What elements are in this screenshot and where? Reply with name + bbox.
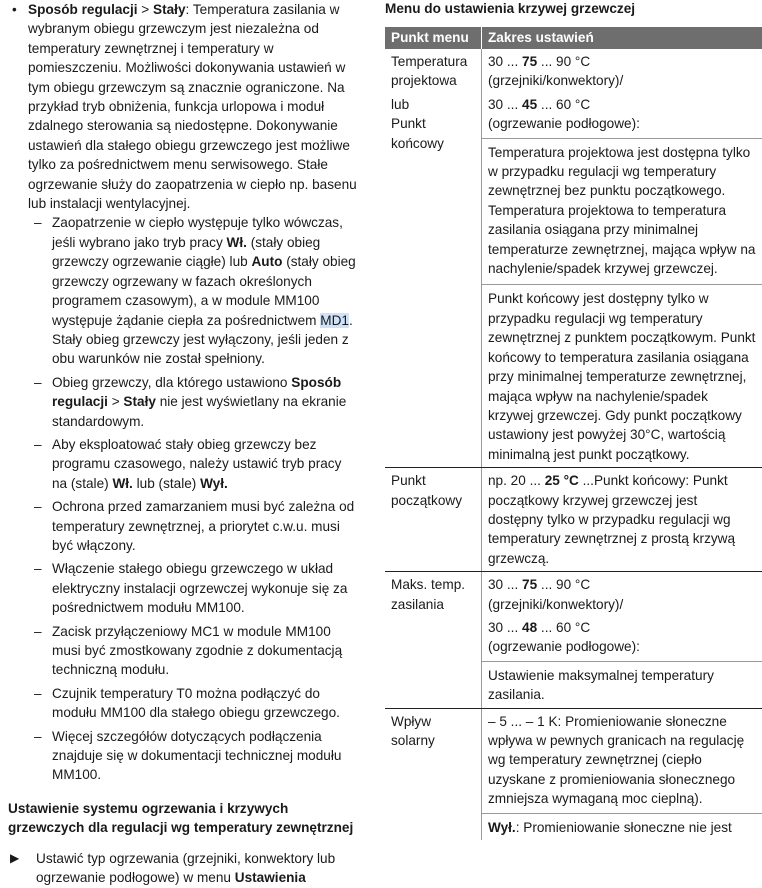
table-row: [385, 468, 762, 572]
table-header-row: [385, 27, 762, 49]
right-column: [385, 0, 762, 840]
arrow-right-icon: ▶: [10, 849, 19, 868]
table-row: [385, 49, 762, 468]
setting-range-cell: 30 ... 75 ... 90 °C (grzejniki/konwektory)/ 30 ... 45 ... 60 °C (ogrzewanie podłogowe): Temperatura projektowa jest dostępna tylko w przypadku regulacji wg temperatury zewnętrznej bez punktu początkowego. Temperatura projektowa to temperatura zasilania osiągana przy minimalnej temperaturze zewnętrznej, mająca wpływ na nachylenie/spadek krzywej grzewczej. Punkt końcowy jest dostępny tylko w przypadku regulacji wg temperatury zewnętrznej z punktem początkowym. Punkt końcowy to temperatura zasilania osiągana przy minimalnej temperaturze zewnętrznej, mająca wpływ na nachylenie/spadek krzywej grzewczej. Gdy punkt początkowy ustawiony jest powyżej 30°C, wartością minimalną jest punkt początkowy.: [482, 49, 762, 468]
sub-item-terminal-mc1: – Zacisk przyłączeniowy MC1 w module MM100 musi być zmostkowany zgodnie z dokumentacją techniczną modułu.: [8, 622, 358, 680]
sub-item-sensor-t0: – Czujnik temperatury T0 można podłączyć do modułu MM100 dla stałego obiegu grzewczego.: [8, 684, 358, 723]
term-regulation-mode: Sposób regulacji: [28, 2, 138, 17]
sub-item-not-displayed: – Obieg grzewczy, dla którego ustawiono Sposób regulacji > Stały nie jest wyświetlany na ekranie standardowym.: [8, 373, 358, 431]
highlighted-term-md1: MD1: [320, 313, 349, 328]
sub-item-heat-supply: [8, 213, 358, 329]
intro-paragraph: [28, 0, 358, 213]
menu-item-cell: Wpływ solarny: [385, 708, 482, 840]
heating-curve-table: [385, 27, 762, 840]
sub-item-more-details: – Więcej szczegółów dotyczących podłączenia znajduje się w dokumentacji technicznej modułu MM100.: [8, 727, 358, 785]
sub-item-operating-mode: – Aby eksploatować stały obieg grzewczy bez programu czasowego, należy ustawić tryb pracy na (stale) Wł. lub (stale) Wył.: [8, 435, 358, 493]
bullet-dot: •: [12, 0, 17, 19]
bullet-item-fixed-regulation: [8, 0, 358, 213]
dash-mark: –: [34, 213, 42, 232]
menu-settings-term: Ustawienia: [235, 870, 306, 885]
left-column: [8, 0, 358, 888]
sub-item-note: Stały obieg grzewczy jest wyłączony, jeśli jeden z obu warunków nie został spełniony.: [8, 330, 358, 369]
sub-item-text: Zaopatrzenie w ciepło występuje tylko wówczas, jeśli wybrano jako tryb pracy Wł. (stały obieg grzewczy ogrzewanie ciągłe) lub Auto (stały obieg grzewczy ogrzewany w fazach określonych programem czasowym), a w module MM100 występuje żądanie ciepła za pośrednictwem MD1.: [52, 213, 358, 329]
menu-item-cell: Temperatura projektowa lub Punkt końcowy: [385, 49, 482, 468]
menu-item-cell: Punkt początkowy: [385, 468, 482, 572]
sub-item-electrical-integration: – Włączenie stałego obiegu grzewczego w układ elektryczny instalacji ogrzewczej wykonuje się za pośrednictwem modułu MM100.: [8, 559, 358, 617]
setting-range-cell: 30 ... 75 ... 90 °C (grzejniki/konwektory)/ 30 ... 48 ... 60 °C (ogrzewanie podłogowe): Ustawienie maksymalnej temperatury zasilania.: [482, 572, 762, 708]
instruction-step: ▶ Ustawić typ ogrzewania (grzejniki, konwektory lub ogrzewanie podłogowe) w menu Ustawienia: [8, 849, 358, 888]
design-temperature-description: Temperatura projektowa jest dostępna tylko w przypadku regulacji wg temperatury zewnętrznej bez punktu początkowego. Temperatura projektowa to temperatura zasilania osiągana przy minimalnej temperaturze zewnętrznej, mająca wpływ na nachylenie/spadek krzywej grzewczej.: [488, 143, 756, 279]
section-heading-heating-curves: Ustawienie systemu ogrzewania i krzywych grzewczych dla regulacji wg temperatury zewnętrznej: [8, 799, 358, 837]
table-title: Menu do ustawienia krzywej grzewczej: [385, 0, 762, 18]
end-point-description: Punkt końcowy jest dostępny tylko w przypadku regulacji wg temperatury zewnętrznej z punktem początkowym. Punkt końcowy to temperatura zasilania osiągana przy minimalnej temperaturze zewnętrznej, mająca wpływ na nachylenie/spadek krzywej grzewczej. Gdy punkt początkowy ustawiony jest powyżej 30°C, wartością minimalną jest punkt początkowy.: [488, 289, 756, 464]
term-fixed: Stały: [153, 2, 186, 17]
setting-range-cell: – 5 ... – 1 K: Promieniowanie słoneczne wpływa w pewnych granicach na regulację wg temperatury zewnętrznej (ciepło uzyskane z promieniowania słonecznego zmniejsza wymaganą moc cieplną). Wył.: Promieniowanie słoneczne nie jest: [482, 708, 762, 840]
table-row: [385, 708, 762, 840]
sub-item-frost-protection: – Ochrona przed zamarzaniem musi być zależna od temperatury zewnętrznej, a priorytet c.w.u. musi być włączony.: [8, 497, 358, 555]
menu-item-cell: Maks. temp. zasilania: [385, 572, 482, 708]
intro-text: : Temperatura zasilania w wybranym obiegu grzewczym jest niezależna od temperatury zewnętrznej i temperatury w pomieszczeniu. Możliwości dokonywania ustawień w tym obiegu grzewczym są znacznie ograniczone. Na przykład tryb obniżenia, funkcja urlopowa i moduł zdalnego sterowania są niedostępne. Dokonywanie ustawień dla stałego obiegu grzewczego jest możliwe tylko za pośrednictwem menu serwisowego. Stałe ogrzewanie służy do zaopatrzenia w ciepło np. basenu lub instalacji wentylacyjnej.: [28, 2, 357, 211]
column-header-setting-range: Zakres ustawień: [482, 27, 762, 49]
separator: >: [138, 2, 154, 17]
table-row: [385, 572, 762, 708]
column-header-menu-item: Punkt menu: [385, 27, 482, 49]
setting-range-cell: np. 20 ... 25 °C ...Punkt końcowy: Punkt początkowy krzywej grzewczej jest dostępny tylko w przypadku regulacji wg temperatury zewnętrznej z prostą krzywą grzewczą.: [482, 468, 762, 572]
